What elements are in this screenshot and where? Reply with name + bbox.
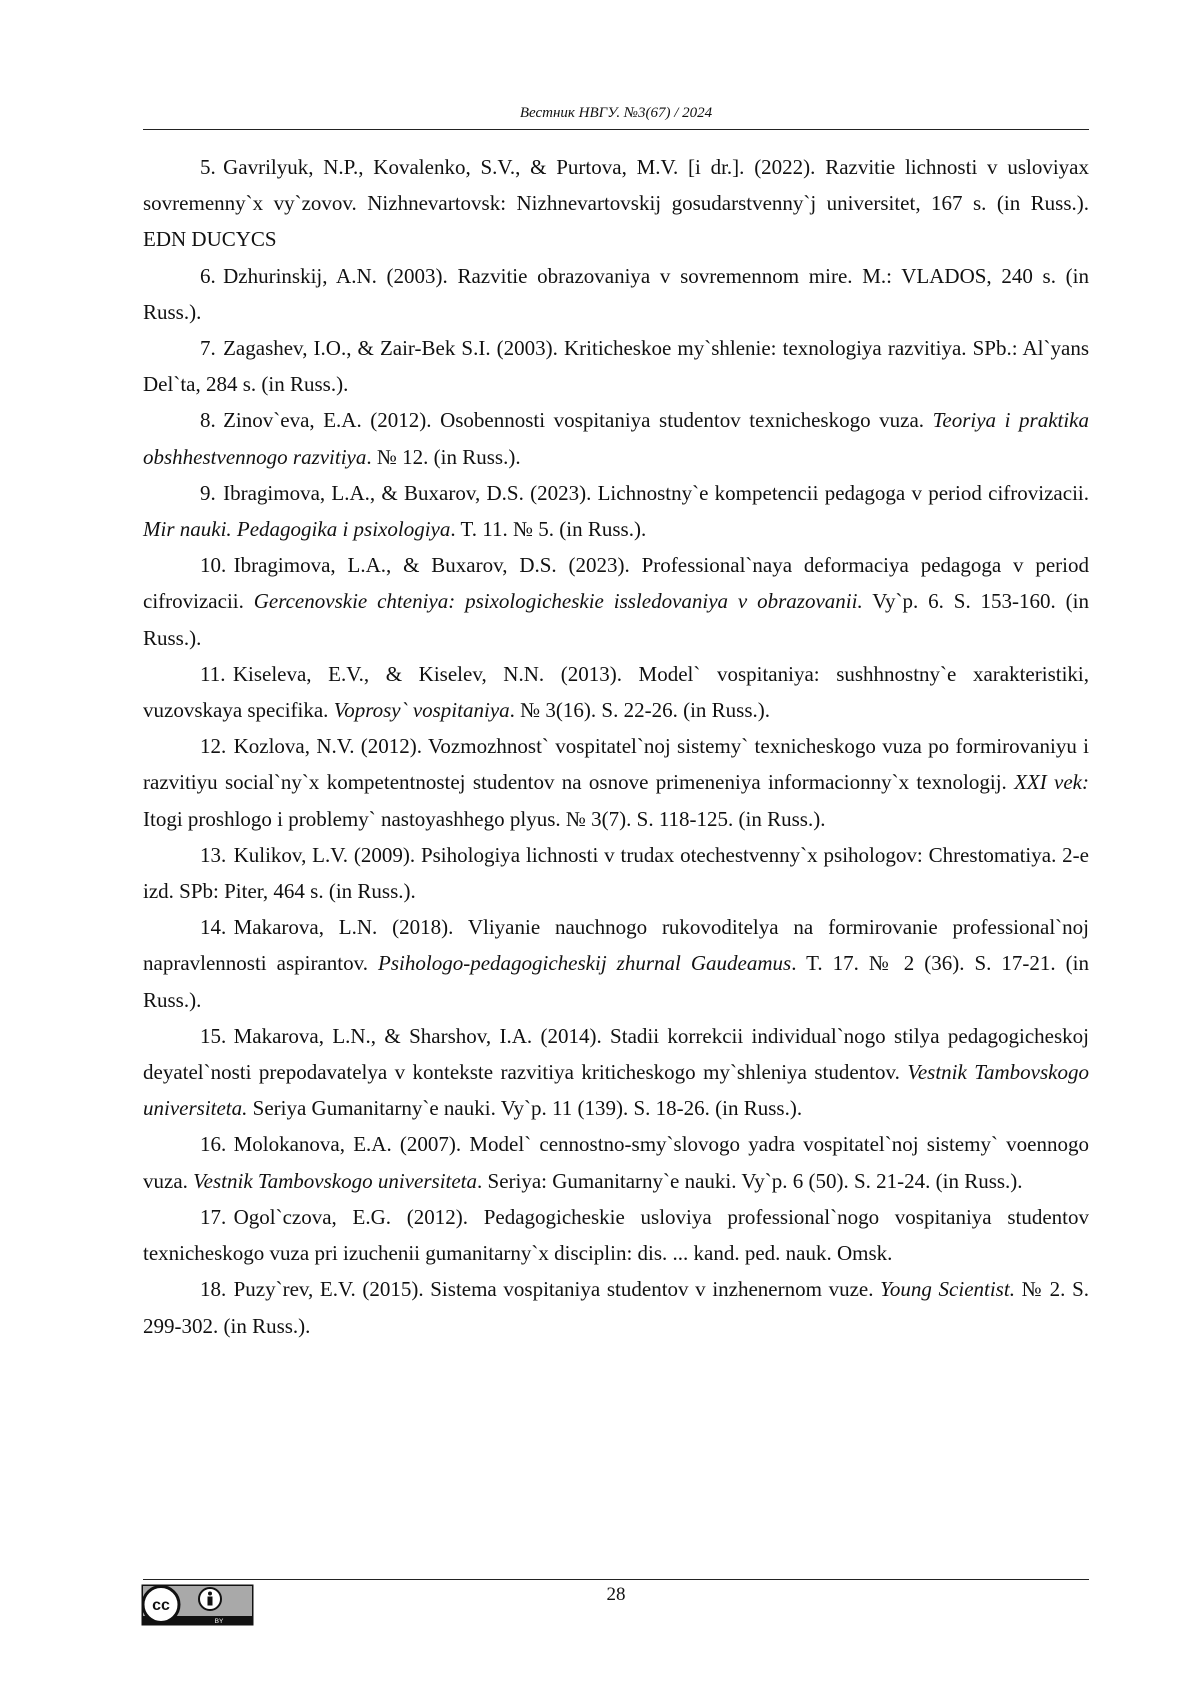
reference-text: Vy`p. 6. S. 153-160. (in Russ.).	[143, 589, 1090, 650]
reference-source-title: Vestnik Tambovskogo universiteta	[193, 1168, 478, 1193]
reference-source-title: Teoriya i praktika obshhestvennogo razvitiya	[143, 408, 1090, 469]
reference-number: 6.	[200, 263, 216, 288]
reference-number: 14.	[200, 915, 227, 940]
reference-item	[143, 149, 1089, 258]
reference-number: 9.	[200, 480, 216, 505]
reference-number: 7.	[200, 336, 216, 361]
reference-text: . № 12. (in Russ.).	[366, 444, 521, 469]
reference-item	[143, 656, 1089, 728]
reference-item	[143, 547, 1089, 656]
reference-item	[143, 1199, 1089, 1271]
reference-text: Zagashev, I.O., & Zair-Bek S.I. (2003). Kriticheskoe my`shlenie: texnologiya razvitiya. SPb.: Al`yans Del`ta, 284 s. (in Russ.).	[143, 336, 1089, 397]
reference-number: 5.	[200, 155, 216, 179]
reference-source-title: Voprosy` vospitaniya	[333, 698, 510, 723]
references-list	[143, 149, 1089, 1344]
reference-item	[143, 330, 1089, 402]
reference-source-title: Vestnik Tambovskogo universiteta.	[143, 1060, 1089, 1121]
reference-text: Puzy`rev, E.V. (2015). Sistema vospitaniya studentov v inzhenernom vuze.	[233, 1277, 881, 1302]
reference-text: . № 3(16). S. 22-26. (in Russ.).	[509, 698, 771, 723]
reference-text: Makarova, L.N., & Sharshov, I.A. (2014). Stadii korrekcii individual`nogo stilya pedagogicheskoj deyatel`nosti prepodavatelya v kontekste razvitiya kriticheskogo my`shleniya studentov.	[143, 1023, 1089, 1085]
reference-item	[143, 1018, 1089, 1127]
reference-number: 8.	[200, 408, 216, 433]
reference-source-title: Young Scientist.	[880, 1277, 1015, 1302]
reference-item	[143, 909, 1089, 1018]
reference-number: 16.	[200, 1132, 227, 1157]
reference-source-title: XXI vek:	[1014, 770, 1089, 795]
cc-letters: cc	[152, 1597, 170, 1614]
reference-item	[143, 728, 1089, 837]
reference-number: 10.	[200, 553, 227, 578]
reference-text: Kulikov, L.V. (2009). Psihologiya lichnosti v trudax otechestvenny`x psihologov: Chrestomatiya. 2-e izd. SPb: Piter, 464 s. (in Russ.).	[143, 842, 1089, 904]
page-number: 28	[606, 1584, 626, 1605]
footer-divider	[143, 1579, 1089, 1580]
reference-text: Kiseleva, E.V., & Kiselev, N.N. (2013). Model` vospitaniya: sushhnostny`e xarakteristiki, vuzovskaya specifika.	[143, 661, 1089, 723]
reference-text: Dzhurinskij, A.N. (2003). Razvitie obrazovaniya v sovremennom mire. M.: VLADOS, 240 s. (in Russ.).	[143, 263, 1089, 324]
reference-text: Makarova, L.N. (2018). Vliyanie nauchnogo rukovoditelya na formirovanie professional`noj napravlennosti aspirantov.	[143, 915, 1089, 976]
reference-item	[143, 837, 1089, 909]
reference-item	[143, 258, 1089, 330]
by-label: BY	[214, 1618, 224, 1625]
reference-number: 18.	[200, 1277, 227, 1302]
reference-number: 11.	[200, 661, 226, 686]
reference-text: Zinov`eva, E.A. (2012). Osobennosti vospitaniya studentov texnicheskogo vuza.	[223, 408, 933, 433]
header-divider	[143, 129, 1089, 130]
running-header: Вестник НВГУ. №3(67) / 2024	[519, 105, 713, 121]
reference-text: № 2. S. 299-302. (in Russ.).	[143, 1277, 1090, 1338]
reference-number: 12.	[200, 734, 227, 759]
reference-text: Ibragimova, L.A., & Buxarov, D.S. (2023). Lichnostny`e kompetencii pedagoga v period cifrovizacii.	[223, 480, 1089, 505]
reference-text: Gavrilyuk, N.P., Kovalenko, S.V., & Purtova, M.V. [i dr.]. (2022). Razvitie lichnosti v usloviyax sovremenny`x vy`zovov. Nizhnevartovsk: Nizhnevartovskij gosudarstvenny`j universitet, 167 s. (in Russ.). EDN DUCYCS	[143, 155, 1089, 252]
reference-text: Kozlova, N.V. (2012). Vozmozhnost` vospitatel`noj sistemy` texnicheskogo vuza po formirovaniyu i razvitiyu social`ny`x kompetentnostej studentov na osnove primeneniya informacionny`x texnologij.	[143, 734, 1089, 795]
reference-text: . T. 11. № 5. (in Russ.).	[450, 517, 647, 542]
reference-text: Ogol`czova, E.G. (2012). Pedagogicheskie usloviya professional`nogo vospitaniya studentov texnicheskogo vuza pri izuchenii gumanitarny`x disciplin: dis. ... kand. ped. nauk. Omsk.	[143, 1204, 1089, 1266]
reference-text: Itogi proshlogo i problemy` nastoyashhego plyus. № 3(7). S. 118-125. (in Russ.).	[143, 806, 826, 831]
reference-text: . Seriya: Gumanitarny`e nauki. Vy`p. 6 (50). S. 21-24. (in Russ.).	[477, 1168, 1023, 1193]
reference-source-title: Psihologo-pedagogicheskij zhurnal Gaudeamus	[378, 951, 792, 976]
reference-source-title: Mir nauki. Pedagogika i psixologiya	[143, 517, 451, 542]
reference-item	[143, 402, 1089, 474]
reference-number: 15.	[200, 1023, 227, 1048]
reference-item	[143, 475, 1089, 547]
reference-text: Ibragimova, L.A., & Buxarov, D.S. (2023). Professional`naya deformaciya pedagoga v period cifrovizacii.	[143, 553, 1089, 614]
reference-number: 13.	[200, 842, 227, 867]
reference-text: Molokanova, E.A. (2007). Model` cennostno-smy`slovogo yadra vospitatel`noj sistemy` voennogo vuza.	[143, 1132, 1089, 1193]
reference-text: . T. 17. № 2 (36). S. 17-21. (in Russ.).	[143, 951, 1089, 1012]
reference-number: 17.	[200, 1204, 227, 1229]
reference-text: Seriya Gumanitarny`e nauki. Vy`p. 11 (139). S. 18-26. (in Russ.).	[247, 1096, 803, 1121]
reference-source-title: Gercenovskie chteniya: psixologicheskie issledovaniya v obrazovanii.	[253, 589, 863, 614]
reference-item	[143, 1271, 1089, 1343]
reference-item	[143, 1126, 1089, 1198]
